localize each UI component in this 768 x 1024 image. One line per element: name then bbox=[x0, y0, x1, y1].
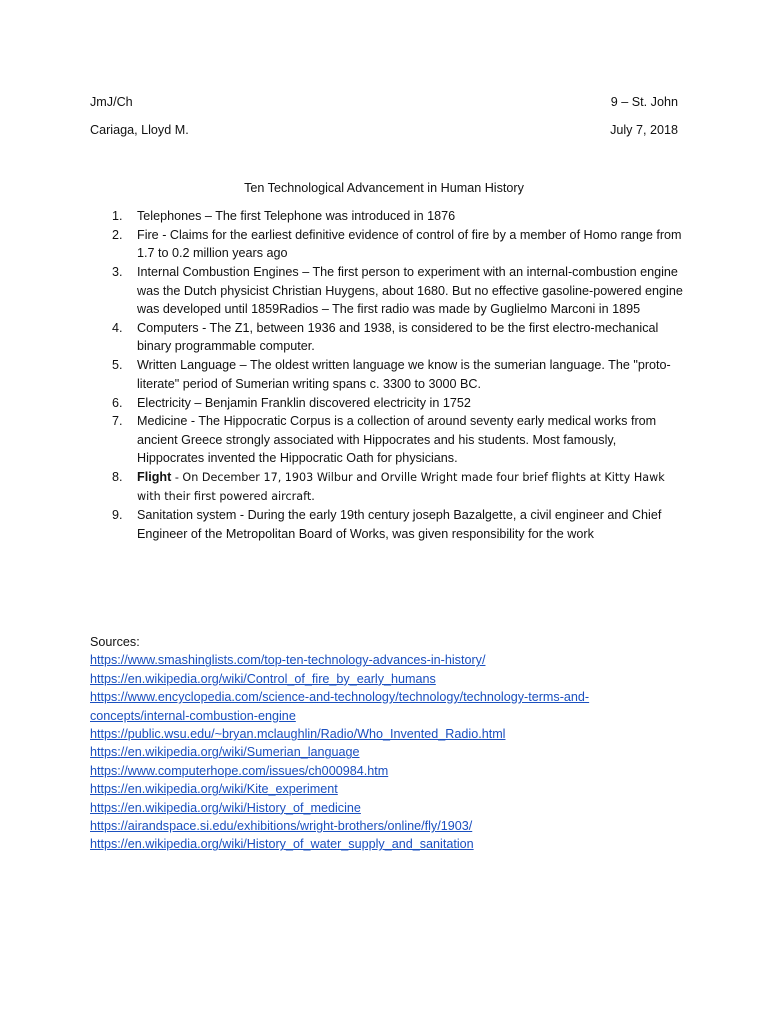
list-item bbox=[90, 394, 685, 412]
source-link[interactable]: https://en.wikipedia.org/wiki/Kite_experiment bbox=[90, 782, 338, 797]
list-item-number: 5. bbox=[112, 358, 123, 373]
source-link[interactable]: https://en.wikipedia.org/wiki/History_of_water_supply_and_sanitation bbox=[90, 837, 474, 852]
list-item-number: 8. bbox=[112, 470, 123, 485]
list-item-text: Medicine - The Hippocratic Corpus is a collection of around seventy early medical works from ancient Greece strongly associated with Hippocrates and his students. Most famously, Hippocrates invented the Hippocratic Oath for physicians. bbox=[137, 414, 657, 466]
source-link[interactable]: https://public.wsu.edu/~bryan.mclaughlin/Radio/Who_Invented_Radio.html bbox=[90, 727, 506, 742]
sources-label: Sources: bbox=[90, 635, 140, 649]
list-item-text: Fire - Claims for the earliest definitive evidence of control of fire by a member of Homo range from 1.7 to 0.2 million years ago bbox=[137, 227, 682, 261]
source-link[interactable]: https://en.wikipedia.org/wiki/Control_of_fire_by_early_humans bbox=[90, 671, 436, 686]
list-item-text: Computers - The Z1, between 1936 and 1938, is considered to be the first electro-mechanical binary programmable computer. bbox=[137, 320, 659, 354]
list-item-text: - On December 17, 1903 Wilbur and Orville Wright made four brief flights at Kitty Hawk with their first powered aircraft. bbox=[137, 471, 665, 503]
list-item bbox=[90, 207, 685, 225]
list-item bbox=[90, 412, 685, 467]
list-item-number: 9. bbox=[112, 508, 123, 523]
source-link[interactable]: https://en.wikipedia.org/wiki/History_of_medicine bbox=[90, 800, 361, 815]
header-grade-section: 9 – St. John bbox=[610, 95, 678, 109]
list-item bbox=[90, 506, 685, 543]
source-link[interactable]: https://en.wikipedia.org/wiki/Sumerian_language bbox=[90, 745, 360, 760]
source-link[interactable]: https://www.computerhope.com/issues/ch000984.htm bbox=[90, 763, 389, 778]
list-item bbox=[90, 226, 685, 263]
source-link[interactable]: https://www.encyclopedia.com/science-and-technology/technology/technology-terms-and- bbox=[90, 690, 590, 705]
list-item-number: 2. bbox=[112, 227, 123, 242]
source-link[interactable]: https://www.smashinglists.com/top-ten-technology-advances-in-history/ bbox=[90, 653, 486, 668]
header-row-1 bbox=[90, 93, 678, 111]
list-item-number: 4. bbox=[112, 320, 123, 335]
source-link-continuation[interactable]: concepts/internal-combustion-engine bbox=[90, 708, 296, 723]
header-class-code: JmJ/Ch bbox=[90, 95, 133, 109]
list-item bbox=[90, 319, 685, 356]
list-item-number: 3. bbox=[112, 265, 123, 280]
list-item-number: 7. bbox=[112, 414, 123, 429]
list-item-label: Flight bbox=[137, 470, 172, 485]
list-item-number: 6. bbox=[112, 395, 123, 410]
list-item-text: Electricity – Benjamin Franklin discovered electricity in 1752 bbox=[137, 395, 471, 410]
advancements-list bbox=[90, 207, 685, 544]
sources-section bbox=[90, 633, 690, 854]
list-item-number: 1. bbox=[112, 209, 123, 223]
document-title: Ten Technological Advancement in Human History bbox=[244, 181, 524, 195]
list-item-text: Internal Combustion Engines – The first person to experiment with an internal-combustion engine was the Dutch physicist Christian Huygens, about 1680. But no effective gasoline-powered engine was developed until 1859Radios – The first radio was made by Guglielmo Marconi in 1895 bbox=[137, 265, 683, 317]
source-link[interactable]: https://airandspace.si.edu/exhibitions/wright-brothers/online/fly/1903/ bbox=[90, 819, 473, 834]
list-item-text: Telephones – The first Telephone was introduced in 1876 bbox=[137, 209, 456, 223]
header-date: July 7, 2018 bbox=[610, 123, 678, 137]
header-student-name: Cariaga, Lloyd M. bbox=[90, 123, 189, 137]
list-item bbox=[90, 468, 685, 506]
list-item bbox=[90, 263, 685, 318]
list-item bbox=[90, 356, 685, 393]
list-item-text: Written Language – The oldest written language we know is the sumerian language. The "proto-literate" period of Sumerian writing spans c. 3300 to 3000 BC. bbox=[137, 358, 671, 391]
header-row-2 bbox=[90, 121, 678, 139]
list-item-text: Sanitation system - During the early 19th century joseph Bazalgette, a civil engineer and Chief Engineer of the Metropolitan Board of Works, was given responsibility for the work bbox=[137, 508, 662, 541]
